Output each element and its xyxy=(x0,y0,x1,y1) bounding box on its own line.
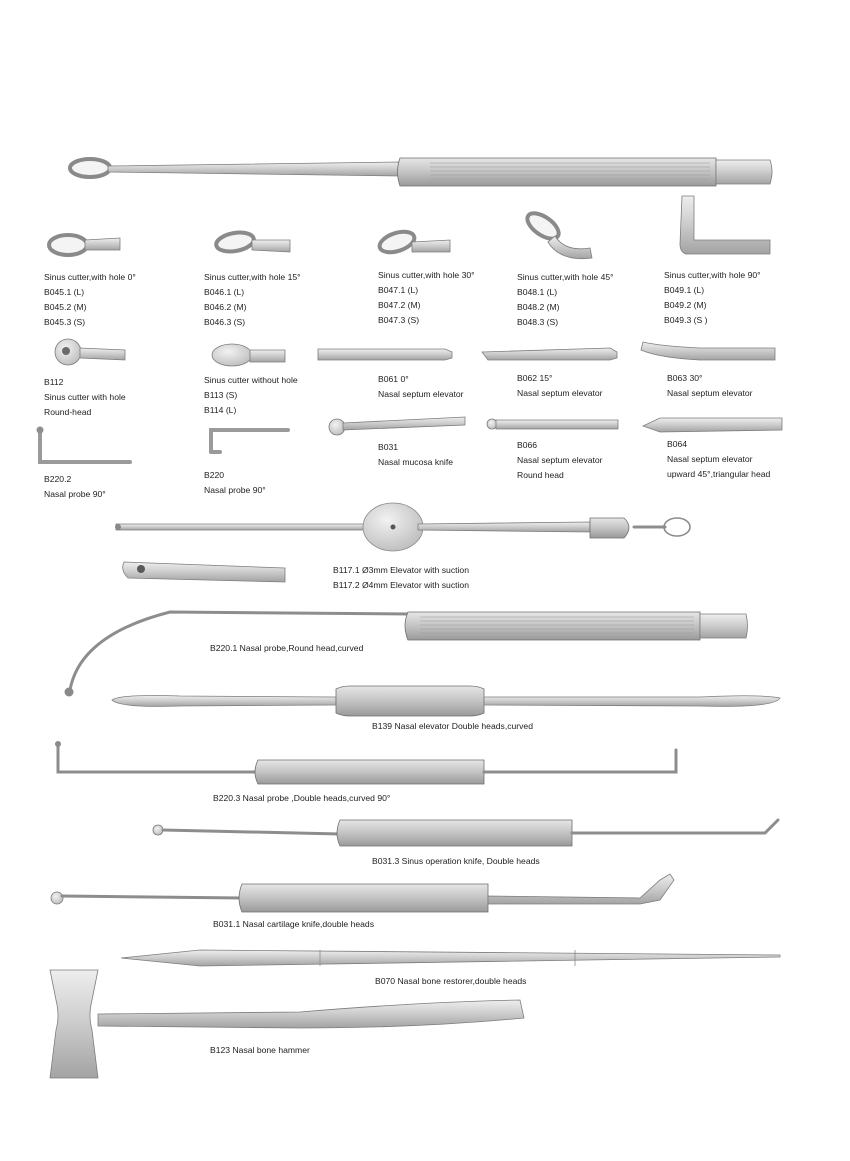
b064-image xyxy=(643,418,782,432)
b063-image xyxy=(641,342,775,360)
b220-image xyxy=(211,430,288,452)
b112-label xyxy=(44,375,126,420)
b047-name: Sinus cutter,with hole 30° xyxy=(378,270,475,280)
b046-size-s: B046.3 (S) xyxy=(204,317,246,327)
b031-3-image xyxy=(153,820,778,846)
b220-code: B220 xyxy=(204,470,225,480)
b139-label: B139 Nasal elevator Double heads,curved xyxy=(372,721,533,731)
b046-size-l: B046.1 (L) xyxy=(204,287,245,297)
b048-label xyxy=(517,270,614,330)
b062-code: B062 15° xyxy=(517,373,553,383)
b220-3-label: B220.3 Nasal probe ,Double heads,curved 90° xyxy=(213,793,391,803)
b112-code: B112 xyxy=(44,377,64,387)
b117-line2: B117.2 Ø4mm Elevator with suction xyxy=(333,580,469,590)
b117-detail-image xyxy=(123,562,285,582)
b031-1-label: B031.1 Nasal cartilage knife,double heads xyxy=(213,919,375,929)
b220-1-label: B220.1 Nasal probe,Round head,curved xyxy=(210,643,364,653)
b066-line3: Round head xyxy=(517,470,564,480)
b062-name: Nasal septum elevator xyxy=(517,388,603,398)
b047-image xyxy=(377,228,450,256)
b061-code: B061 0° xyxy=(378,374,409,384)
b220-3-image xyxy=(55,741,676,784)
b047-size-s: B047.3 (S) xyxy=(378,315,420,325)
b220-2-image xyxy=(37,427,131,463)
b031-label xyxy=(378,440,453,470)
b063-name: Nasal septum elevator xyxy=(667,388,753,398)
b061-label xyxy=(378,372,464,402)
b031-1-image xyxy=(51,874,674,912)
b066-image xyxy=(487,419,618,429)
b061-name: Nasal septum elevator xyxy=(378,389,464,399)
b112-image xyxy=(55,339,125,365)
b117-line1: B117.1 Ø3mm Elevator with suction xyxy=(333,565,469,575)
b220-2-label xyxy=(44,472,106,502)
b113-name: Sinus cutter without hole xyxy=(204,375,298,385)
b048-image xyxy=(523,208,592,258)
b220-2-code: B220.2 xyxy=(44,474,72,484)
b061-image xyxy=(318,349,452,360)
b064-code: B064 xyxy=(667,439,688,449)
b070-image xyxy=(121,950,780,966)
b049-label xyxy=(664,268,761,328)
b139-image xyxy=(112,686,780,716)
b064-line3: upward 45°,triangular head xyxy=(667,469,771,479)
b062-label xyxy=(517,371,603,401)
b048-size-l: B048.1 (L) xyxy=(517,287,558,297)
b113-line1: B113 (S) xyxy=(204,390,238,400)
b066-name: Nasal septum elevator xyxy=(517,455,603,465)
b220-1-image xyxy=(65,612,748,697)
b048-size-m: B048.2 (M) xyxy=(517,302,560,312)
b070-label: B070 Nasal bone restorer,double heads xyxy=(375,976,527,986)
b113-image xyxy=(212,344,285,366)
b031-code: B031 xyxy=(378,442,399,452)
b048-name: Sinus cutter,with hole 45° xyxy=(517,272,614,282)
b045-size-s: B045.3 (S) xyxy=(44,317,86,327)
b220-name: Nasal probe 90° xyxy=(204,485,266,495)
b062-image xyxy=(482,348,617,360)
b064-name: Nasal septum elevator xyxy=(667,454,753,464)
b031-3-label: B031.3 Sinus operation knife, Double heads xyxy=(372,856,540,866)
b112-line2: Round-head xyxy=(44,407,92,417)
b046-label xyxy=(204,270,301,330)
b047-size-m: B047.2 (M) xyxy=(378,300,421,310)
b063-code: B063 30° xyxy=(667,373,703,383)
b045-size-l: B045.1 (L) xyxy=(44,287,85,297)
b046-image xyxy=(215,230,290,254)
b123-label: B123 Nasal bone hammer xyxy=(210,1045,310,1055)
b031-name: Nasal mucosa knife xyxy=(378,457,453,467)
b049-size-s: B049.3 (S ) xyxy=(664,315,708,325)
b063-label xyxy=(667,371,753,401)
b045-image xyxy=(49,235,120,255)
b049-size-l: B049.1 (L) xyxy=(664,285,705,295)
b031-image xyxy=(329,417,465,435)
b046-size-m: B046.2 (M) xyxy=(204,302,247,312)
b113-line2: B114 (L) xyxy=(204,405,237,415)
b220-2-name: Nasal probe 90° xyxy=(44,489,106,499)
b066-code: B066 xyxy=(517,440,538,450)
b049-name: Sinus cutter,with hole 90° xyxy=(664,270,761,280)
b064-label xyxy=(667,437,770,482)
b047-size-l: B047.1 (L) xyxy=(378,285,419,295)
b045-size-m: B045.2 (M) xyxy=(44,302,87,312)
b048-size-s: B048.3 (S) xyxy=(517,317,559,327)
b049-size-m: B049.2 (M) xyxy=(664,300,707,310)
b047-label xyxy=(378,268,475,328)
b117-label xyxy=(333,563,469,593)
b220-label xyxy=(204,468,266,498)
b112-line1: Sinus cutter with hole xyxy=(44,392,126,402)
b066-label xyxy=(517,438,603,483)
b045-label xyxy=(44,270,136,330)
b113-label xyxy=(204,373,298,418)
b117-image xyxy=(115,503,690,551)
sinus-cutter-main-image xyxy=(70,158,772,186)
b045-name: Sinus cutter,with hole 0° xyxy=(44,272,136,282)
b046-name: Sinus cutter,with hole 15° xyxy=(204,272,301,282)
b049-image xyxy=(680,196,770,254)
